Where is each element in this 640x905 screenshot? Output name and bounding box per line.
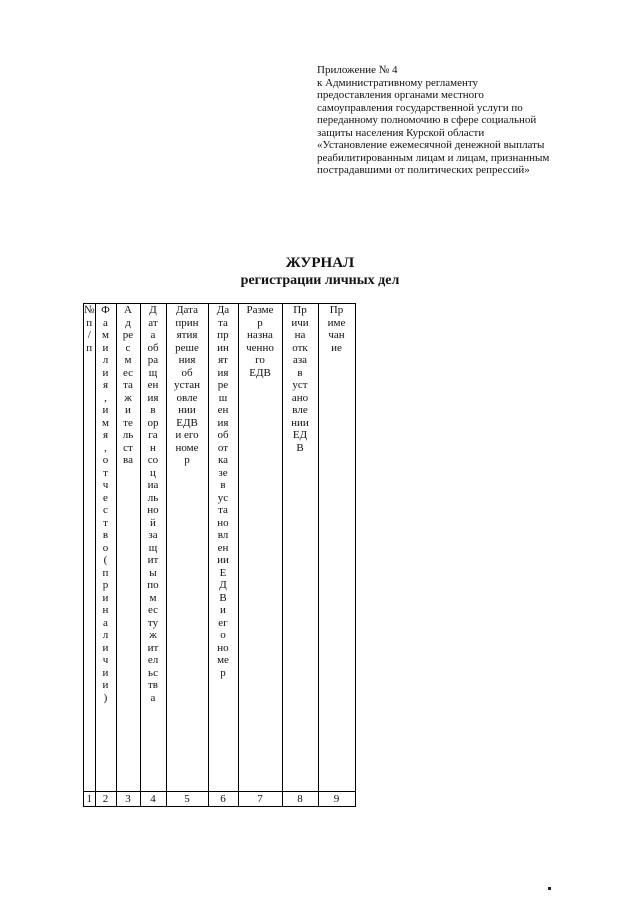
column-header-text: нии (291, 416, 309, 429)
column-header-text: и (102, 404, 109, 416)
column-header-text: В (296, 441, 304, 454)
column-header-text: п (86, 316, 93, 329)
scan-speck (548, 887, 551, 890)
column-header-text: Д (149, 304, 157, 316)
column-header-text: об (217, 429, 229, 441)
column-header-text: го (255, 354, 265, 366)
column-header-text: ег (218, 616, 228, 629)
column-header-text: м (102, 416, 109, 429)
registration-journal-table (83, 303, 356, 807)
column-header-text: нии (178, 404, 196, 416)
column-header-text: ч (102, 479, 109, 491)
column-header-text: п (102, 566, 109, 579)
appendix-line: переданному полномочию в сфере социальной (317, 114, 537, 126)
column-header-text: об (181, 366, 193, 379)
journal-title: ЖУРНАЛ (285, 255, 355, 271)
appendix-line: защиты населения Курской области (317, 126, 485, 139)
column-header-text: Д (219, 579, 227, 591)
column-header-text: ра (147, 354, 159, 366)
column-header-text: ш (218, 391, 228, 404)
column-header-text: за (148, 529, 158, 541)
column-header-text: ен (217, 541, 229, 554)
column-header-text: ес (122, 366, 134, 379)
appendix-line: пострадавшими от политических репрессий» (317, 164, 530, 176)
column-header-text: п (86, 341, 93, 354)
column-number: 7 (238, 792, 282, 807)
column-header-text: ния (178, 354, 196, 366)
column-header-text: а (103, 616, 108, 629)
column-header (208, 304, 238, 792)
column-header-text: о (102, 454, 109, 466)
column-header-text: с (103, 504, 108, 516)
column-header-text: ль (122, 429, 134, 441)
column-header-text: вле (292, 404, 308, 416)
column-header-text: иа (147, 479, 159, 491)
column-header-text: й (150, 516, 156, 529)
column-header-text: но (217, 641, 229, 654)
column-header (166, 304, 208, 792)
column-header-text: е (103, 491, 108, 504)
column-header-text: ме (217, 654, 229, 666)
column-header-text: та (218, 504, 228, 516)
column-header-text: но (217, 516, 229, 529)
column-header-text: ы (149, 566, 157, 579)
column-header-text: ре (122, 329, 134, 341)
column-header-text: и (220, 604, 226, 616)
column-header-text: ЕДВ (176, 416, 198, 429)
column-header-text: со (147, 454, 159, 466)
column-number: 9 (318, 792, 355, 807)
column-header-text: прин (175, 316, 199, 329)
column-header-text: Да (216, 304, 230, 316)
column-header-text: я (102, 429, 109, 441)
column-header-text: и (102, 679, 109, 691)
column-header-text: ( (103, 554, 108, 566)
column-header-text: ) (103, 691, 108, 704)
column-header-text: в (102, 529, 109, 541)
column-header-text: а (150, 329, 156, 341)
column-header-text: ит (147, 554, 159, 566)
column-header-text: ьс (148, 666, 158, 679)
column-header-text: в (150, 404, 156, 416)
column-header-text: и (102, 366, 109, 379)
column-number: 1 (84, 792, 96, 807)
column-header-text: ен (217, 404, 229, 416)
column-header-text: ии (217, 554, 229, 566)
column-header-text: А (124, 304, 132, 316)
column-header-text: Разме (246, 304, 274, 316)
column-header-text: и (102, 591, 109, 604)
column-header-text: и его (175, 429, 199, 441)
column-header-text: м (149, 591, 157, 604)
column-header-text: ат (148, 316, 158, 329)
column-header-text: ит (147, 641, 159, 654)
column-header-text: т (103, 466, 108, 479)
column-header-text: реше (175, 341, 199, 354)
column-header-text: пр (217, 329, 229, 341)
journal-subtitle: регистрации личных дел (240, 273, 400, 288)
column-header-text: ж (124, 391, 132, 404)
column-header-text: ст (123, 441, 133, 454)
column-header-text: р (257, 316, 263, 329)
column-header-text: ано (291, 391, 309, 404)
column-header-text: р (102, 579, 109, 591)
column-header-text: о (102, 541, 109, 554)
column-header-text: ва (123, 454, 133, 466)
appendix-line: самоуправления государственной услуги по (317, 101, 523, 114)
column-header-text: и (102, 666, 109, 679)
column-header-text: ия (147, 391, 159, 404)
column-header-text: и (125, 404, 131, 416)
column-header-text: щ (148, 541, 158, 554)
column-header-text: зе (218, 466, 228, 479)
column-header-text: име (327, 316, 346, 329)
column-header-text: м (102, 329, 109, 341)
column-header-text: ЕД (292, 429, 308, 441)
column-header-text: № (84, 304, 95, 316)
column-header-text: ичи (291, 316, 309, 329)
column-header-text: ч (102, 654, 109, 666)
column-header-text: м (124, 354, 132, 366)
column-header-text: назна (247, 329, 273, 341)
column-header-text: ор (147, 416, 159, 429)
column-header-text: ес (147, 604, 159, 616)
column-header-text: Пр (329, 304, 344, 316)
column-header-text: та (123, 379, 133, 391)
column-header (140, 304, 166, 792)
column-header (95, 304, 116, 792)
column-header-text: ус (217, 491, 229, 504)
column-header (116, 304, 140, 792)
column-header-text: т (103, 516, 108, 529)
column-header-text: устан (173, 379, 201, 391)
column-header-text: овле (176, 391, 198, 404)
column-header-text: ия (217, 416, 229, 429)
column-number: 5 (166, 792, 208, 807)
column-header-text: ия (217, 366, 229, 379)
column-header-text: щ (148, 366, 158, 379)
column-header-text: Дата (176, 304, 198, 316)
column-header-text: ен (147, 379, 159, 391)
column-header-text: по (147, 579, 159, 591)
column-header-text: ят (218, 354, 228, 366)
column-header-text: ль (147, 491, 159, 504)
column-header-text: га (148, 429, 158, 441)
column-number: 4 (140, 792, 166, 807)
appendix-line: «Установление ежемесячной денежной выплаты (317, 139, 545, 151)
column-header-text: от (217, 441, 229, 454)
column-header-text: и (102, 641, 109, 654)
column-header-text: я (102, 379, 109, 391)
column-header-text: , (104, 391, 107, 404)
column-header (238, 304, 282, 792)
column-header-text: ка (217, 454, 229, 466)
column-header-text: те (123, 416, 133, 429)
column-header-text: тв (147, 679, 158, 691)
column-number: 8 (282, 792, 318, 807)
column-header-text: аза (292, 354, 308, 366)
column-header-text: Е (219, 566, 227, 579)
column-number: 6 (208, 792, 238, 807)
table-header-row (84, 304, 356, 792)
column-header-text: номе (175, 441, 199, 454)
column-header-text: ченно (246, 341, 274, 354)
column-header-text: ЕДВ (249, 366, 271, 379)
column-header-text: л (102, 354, 109, 366)
column-header-text: чан (328, 329, 345, 341)
column-header-text: об (147, 341, 159, 354)
appendix-line: предоставления органами местного (317, 89, 484, 101)
column-header-text: н (150, 441, 156, 454)
column-number: 2 (95, 792, 116, 807)
column-header-text: та (218, 316, 228, 329)
column-header (318, 304, 355, 792)
column-header-text: ц (150, 466, 156, 479)
column-header-text: Ф (101, 304, 110, 316)
column-header-text: а (103, 316, 108, 329)
appendix-line: к Административному регламенту (317, 76, 479, 89)
column-header-text: л (102, 629, 109, 641)
column-header-text: и (102, 341, 109, 354)
column-header (282, 304, 318, 792)
column-header-text: ятия (176, 329, 198, 341)
column-header-text: ту (147, 616, 159, 629)
appendix-line: Приложение № 4 (317, 64, 398, 76)
column-header-text: В (219, 591, 227, 604)
column-header-text: в (220, 479, 226, 491)
column-header-text: о (220, 629, 226, 641)
column-header-text: на (294, 329, 306, 341)
column-number: 3 (116, 792, 140, 807)
column-header (84, 304, 96, 792)
column-header-text: н (102, 604, 109, 616)
column-header-text: вл (217, 529, 229, 541)
column-header-text: а (150, 691, 156, 704)
column-header-text: но (147, 504, 159, 516)
column-header-text: ре (217, 379, 229, 391)
column-header-text: ел (147, 654, 159, 666)
column-header-text: д (125, 316, 131, 329)
column-header-text: / (87, 329, 91, 341)
column-header-text: Пр (293, 304, 307, 316)
appendix-note (317, 64, 617, 177)
column-header-text: в (297, 366, 303, 379)
column-header-text: уст (292, 379, 308, 391)
column-header-text: ж (149, 629, 157, 641)
column-header-text: р (184, 454, 190, 466)
column-header-text: ин (217, 341, 229, 354)
column-header-text: отк (292, 341, 308, 354)
column-header-text: р (220, 666, 226, 679)
column-number-row (84, 792, 356, 807)
column-header-text: ие (331, 341, 342, 354)
appendix-line: реабилитированным лицам и лицам, признанным (317, 151, 550, 164)
column-header-text: с (125, 341, 131, 354)
column-header-text: , (104, 441, 107, 454)
